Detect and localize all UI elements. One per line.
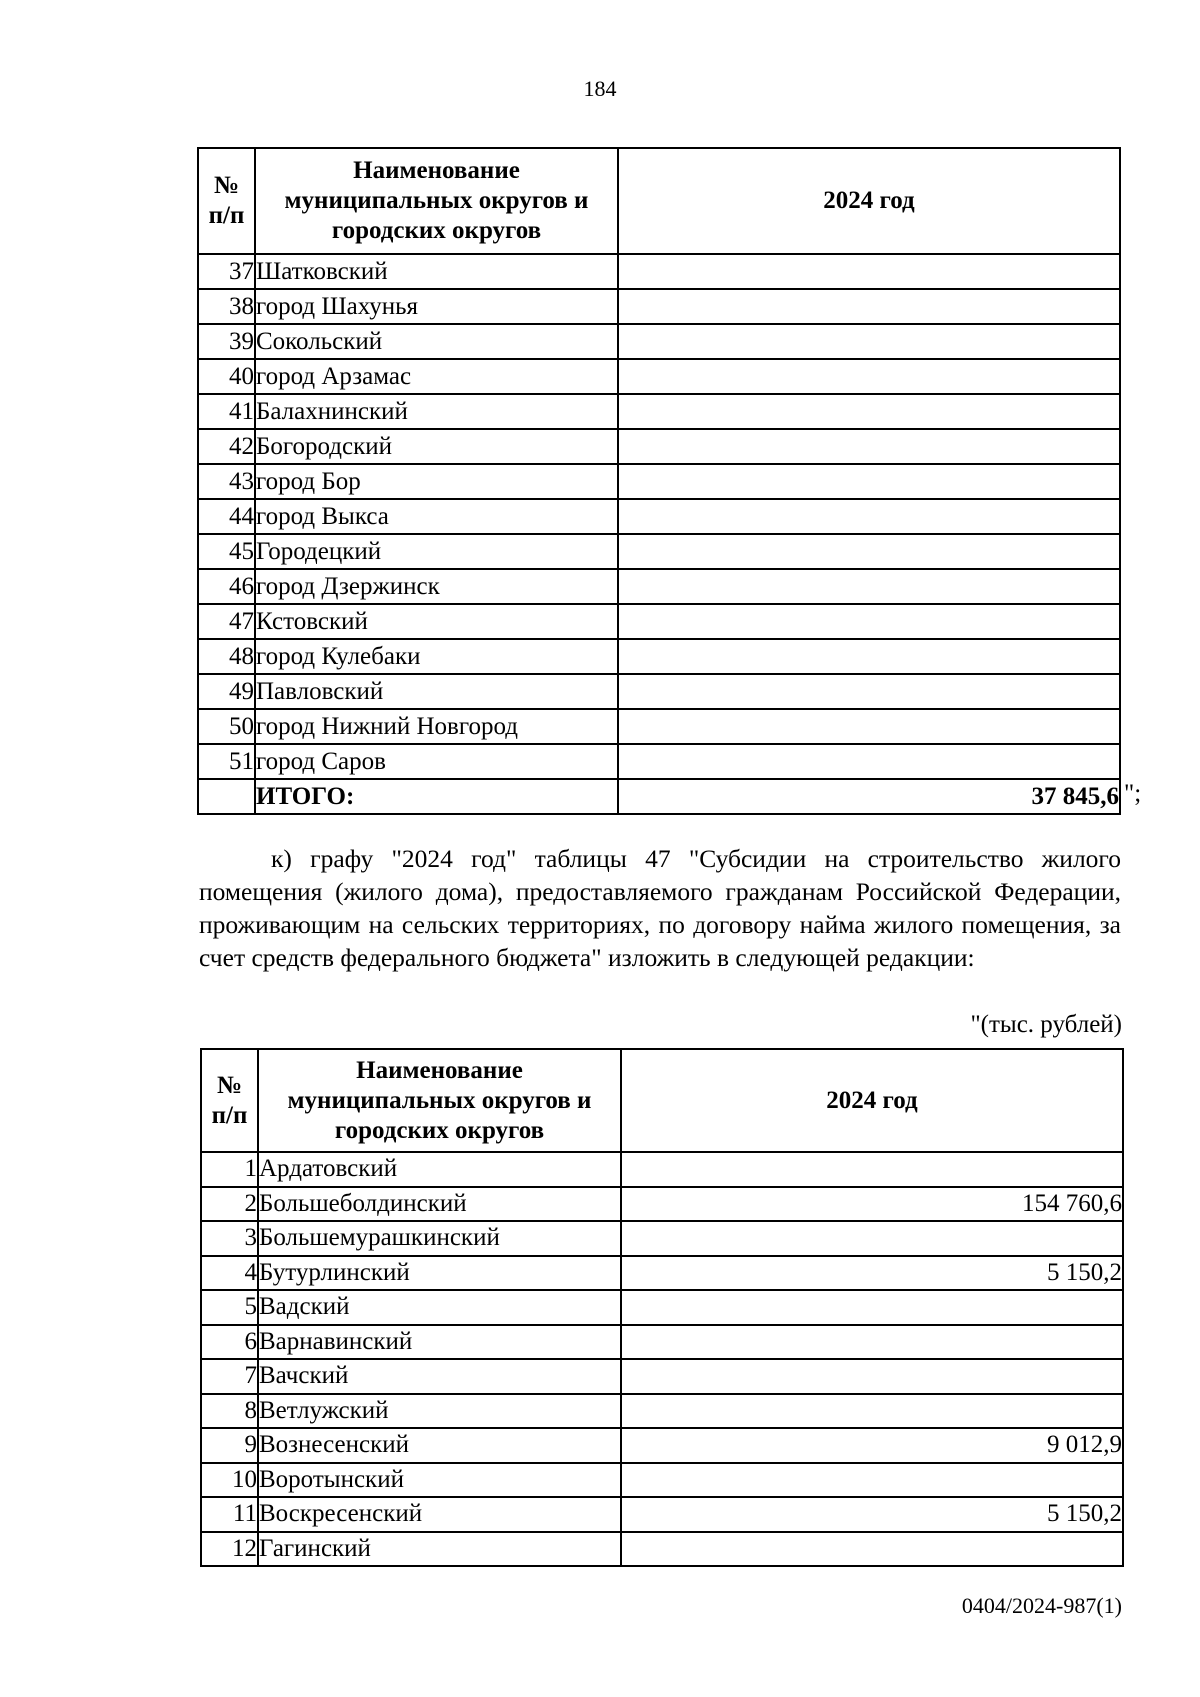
row-value (618, 709, 1120, 744)
row-value (618, 499, 1120, 534)
row-number: 2 (201, 1187, 258, 1222)
row-name: Большеболдинский (258, 1187, 621, 1222)
table-row (198, 289, 1120, 324)
row-number: 11 (201, 1497, 258, 1532)
row-number: 43 (198, 464, 255, 499)
row-name: Варнавинский (258, 1325, 621, 1360)
amendment-paragraph (199, 842, 1121, 974)
row-number: 6 (201, 1325, 258, 1360)
table-municipal-1 (197, 147, 1121, 815)
row-value (618, 464, 1120, 499)
row-number: 39 (198, 324, 255, 359)
row-name: Бутурлинский (258, 1256, 621, 1291)
table-row (198, 254, 1120, 289)
table-row (201, 1187, 1123, 1222)
row-name: Ардатовский (258, 1152, 621, 1187)
header-name: Наименование муниципальных округов и городских округов (255, 148, 618, 254)
row-number: 3 (201, 1221, 258, 1256)
row-value (621, 1152, 1123, 1187)
row-name: Воскресенский (258, 1497, 621, 1532)
row-value (618, 534, 1120, 569)
row-number: 46 (198, 569, 255, 604)
row-value: 9 012,9 (621, 1428, 1123, 1463)
row-value (621, 1359, 1123, 1394)
table-row (201, 1463, 1123, 1498)
row-number: 37 (198, 254, 255, 289)
table-row (198, 534, 1120, 569)
row-name: Павловский (255, 674, 618, 709)
total-empty-cell (198, 779, 255, 814)
table-row (198, 499, 1120, 534)
row-value (618, 569, 1120, 604)
row-number: 38 (198, 289, 255, 324)
row-name: Большемурашкинский (258, 1221, 621, 1256)
header-name: Наименование муниципальных округов и городских округов (258, 1049, 621, 1152)
row-value: 5 150,2 (621, 1256, 1123, 1291)
row-value (618, 604, 1120, 639)
row-value (618, 324, 1120, 359)
row-name: Богородский (255, 429, 618, 464)
row-number: 12 (201, 1532, 258, 1567)
row-name: Кстовский (255, 604, 618, 639)
table-row (201, 1152, 1123, 1187)
units-label: "(тыс. рублей) (970, 1011, 1122, 1038)
table-row (201, 1497, 1123, 1532)
page-number: 184 (583, 76, 617, 101)
row-name: город Саров (255, 744, 618, 779)
row-number: 4 (201, 1256, 258, 1291)
row-number: 49 (198, 674, 255, 709)
row-value (621, 1221, 1123, 1256)
row-value (618, 639, 1120, 674)
row-value (621, 1463, 1123, 1498)
table-row (198, 744, 1120, 779)
table-municipal-2 (200, 1048, 1124, 1567)
total-row (198, 779, 1120, 814)
row-name: город Арзамас (255, 359, 618, 394)
row-number: 50 (198, 709, 255, 744)
row-value (618, 429, 1120, 464)
row-name: Сокольский (255, 324, 618, 359)
row-name: Вознесенский (258, 1428, 621, 1463)
row-name: Вачский (258, 1359, 621, 1394)
row-value (621, 1290, 1123, 1325)
row-value (618, 254, 1120, 289)
header-num: № п/п (198, 148, 255, 254)
row-name: город Кулебаки (255, 639, 618, 674)
row-number: 7 (201, 1359, 258, 1394)
row-value (618, 359, 1120, 394)
row-value (621, 1325, 1123, 1360)
row-value (618, 394, 1120, 429)
table-row (201, 1221, 1123, 1256)
row-value: 5 150,2 (621, 1497, 1123, 1532)
row-name: город Дзержинск (255, 569, 618, 604)
table-1-body (198, 254, 1120, 814)
row-number: 45 (198, 534, 255, 569)
row-number: 10 (201, 1463, 258, 1498)
row-number: 41 (198, 394, 255, 429)
table-row (201, 1325, 1123, 1360)
row-name: Гагинский (258, 1532, 621, 1567)
total-value: 37 845,6 (618, 779, 1120, 814)
table-row (201, 1532, 1123, 1567)
header-num: № п/п (201, 1049, 258, 1152)
table-row (198, 464, 1120, 499)
row-name: город Шахунья (255, 289, 618, 324)
row-value (621, 1394, 1123, 1429)
row-value (621, 1532, 1123, 1567)
total-label: ИТОГО: (255, 779, 618, 814)
table-row (198, 604, 1120, 639)
row-number: 47 (198, 604, 255, 639)
row-name: Вадский (258, 1290, 621, 1325)
row-name: Ветлужский (258, 1394, 621, 1429)
table-row (198, 394, 1120, 429)
row-value (618, 744, 1120, 779)
table-row (198, 359, 1120, 394)
row-number: 44 (198, 499, 255, 534)
row-number: 1 (201, 1152, 258, 1187)
table-row (198, 639, 1120, 674)
row-value (618, 674, 1120, 709)
row-name: город Нижний Новгород (255, 709, 618, 744)
row-number: 51 (198, 744, 255, 779)
row-name: Городецкий (255, 534, 618, 569)
table-row (201, 1428, 1123, 1463)
table-row (201, 1359, 1123, 1394)
table-row (198, 709, 1120, 744)
row-number: 40 (198, 359, 255, 394)
table-row (201, 1290, 1123, 1325)
table-2-body (201, 1152, 1123, 1566)
row-number: 42 (198, 429, 255, 464)
amendment-text: к) графу "2024 год" таблицы 47 "Субсидии на строительство жилого помещения (жилого дома), предоставляемого гражданам Российской Федерации, проживающим на сельских территориях, по договору найма жилого помещения, за счет средств федерального бюджета" изложить в следующей редакции: (199, 844, 1121, 972)
row-name: Балахнинский (255, 394, 618, 429)
table-row (201, 1256, 1123, 1291)
table-row (198, 324, 1120, 359)
row-number: 48 (198, 639, 255, 674)
row-name: город Выкса (255, 499, 618, 534)
row-number: 5 (201, 1290, 258, 1325)
row-name: город Бор (255, 464, 618, 499)
table-row (198, 569, 1120, 604)
header-year: 2024 год (618, 148, 1120, 254)
table-row (198, 429, 1120, 464)
row-name: Шатковский (255, 254, 618, 289)
document-id: 0404/2024-987(1) (961, 1593, 1122, 1618)
header-year: 2024 год (621, 1049, 1123, 1152)
row-number: 8 (201, 1394, 258, 1429)
table-row (201, 1394, 1123, 1429)
row-value: 154 760,6 (621, 1187, 1123, 1222)
closing-quote: "; (1124, 780, 1142, 807)
table-row (198, 674, 1120, 709)
row-value (618, 289, 1120, 324)
row-number: 9 (201, 1428, 258, 1463)
row-name: Воротынский (258, 1463, 621, 1498)
